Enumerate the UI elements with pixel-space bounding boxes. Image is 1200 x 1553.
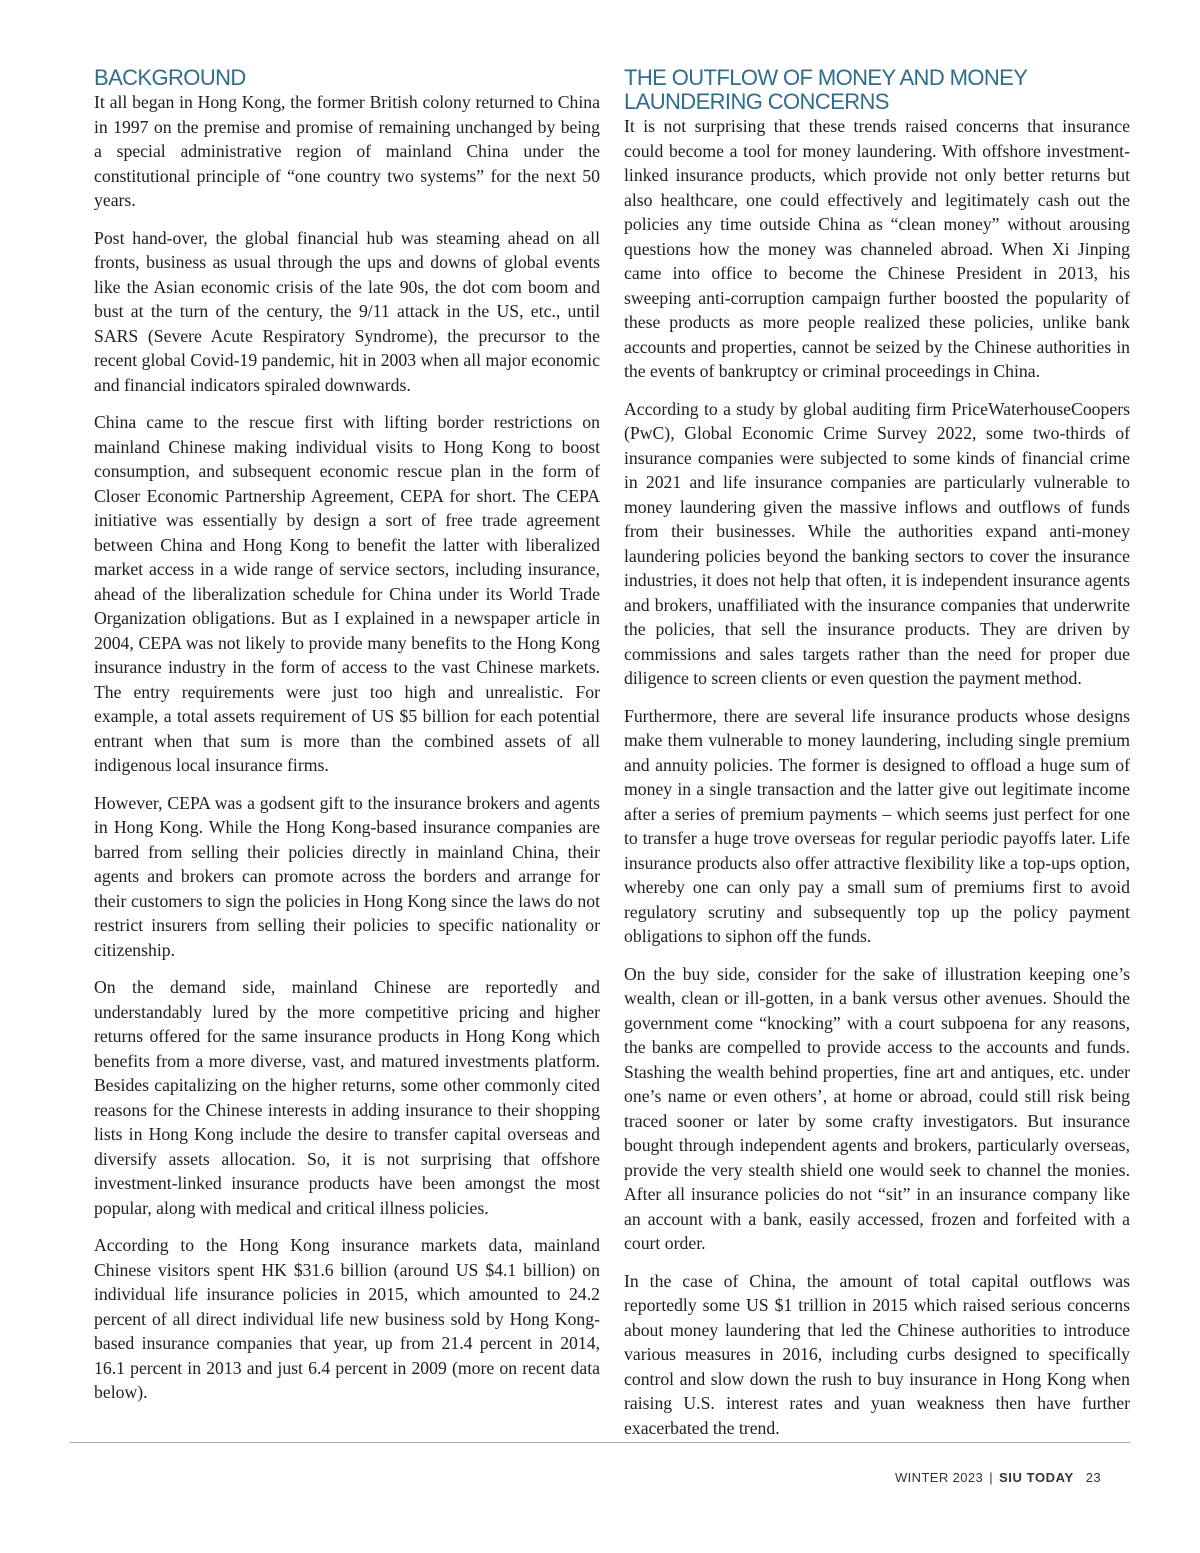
left-column [94,66,600,1418]
paragraph: China came to the rescue first with lifting border restrictions on mainland Chinese making individual visits to Hong Kong to boost consumption, and subsequent economic rescue plan in the form of Closer Economic Partnership Agreement, CEPA for short. The CEPA initiative was essentially by design a sort of free trade agreement between China and Hong Kong to benefit the latter with liberalized market access in a wide range of service sectors, including insurance, ahead of the liberalization schedule for China under its World Trade Organization obligations. But as I explained in a newspaper article in 2004, CEPA was not likely to provide many benefits to the Hong Kong insurance industry in the form of access to the vast Chinese markets. The entry requirements were just too high and unrealistic. For example, a total assets requirement of US $5 billion for each potential entrant when that sum is more than the combined assets of all indigenous local insurance firms. [94,412,600,775]
heading-line: BACKGROUND [94,65,246,90]
paragraph: It is not surprising that these trends raised concerns that insurance could become a tool for money laundering. With offshore investment-linked insurance products, which provide not only better returns but also healthcare, one could effectively and legitimately cash out the policies any time outside China as “clean money” without arousing questions how the money was channeled abroad. When Xi Jinping came into office to become the Chinese President in 2013, his sweeping anti-corruption campaign further boosted the popularity of these products as more people realized these policies, unlike bank accounts and properties, cannot be seized by the Chinese authorities in the events of bankruptcy or criminal proceedings in China. [624,116,1130,381]
paragraph: However, CEPA was a godsent gift to the insurance brokers and agents in Hong Kong. While the Hong Kong-based insurance companies are barred from selling their policies directly in mainland China, their agents and brokers can promote across the borders and arrange for their customers to sign the policies in Hong Kong since the laws do not restrict insurers from selling their policies to specific nationality or citizenship. [94,792,600,960]
paragraph: On the buy side, consider for the sake of illustration keeping one’s wealth, clean or ill-gotten, in a bank versus other avenues. Should the government come “knocking” with a court subpoena for any reasons, the banks are compelled to provide access to the accounts and funds. Stashing the wealth behind properties, fine art and antiques, etc. under one’s name or even others’, at home or abroad, could still risk being traced sooner or later by some crafty investigators. But insurance bought through independent agents and brokers, particularly overseas, provide the very stealth shield one would seek to channel the monies. After all insurance policies do not “sit” in an insurance company like an account with a bank, easily accessed, frozen and forfeited with a court order. [624,963,1130,1253]
paragraph: Post hand-over, the global financial hub was steaming ahead on all fronts, business as usual through the ups and downs of global events like the Asian economic crisis of the late 90s, the dot com boom and bust at the turn of the century, the 9/11 attack in the US, etc., until SARS (Severe Acute Respiratory Syndrome), the precursor to the recent global Covid-19 pandemic, hit in 2003 when all major economic and financial indicators spiraled downwards. [94,227,600,395]
issue-label: WINTER 2023 [894,1470,984,1485]
section-heading-background [94,66,600,90]
paragraph: According to a study by global auditing firm PriceWaterhouseCoopers (PwC), Global Economic Crime Survey 2022, some two-thirds of insurance companies were subjected to some kinds of financial crime in 2021 and life insurance companies are particularly vulnerable to money laundering given the massive inflows and outflows of funds from their businesses. While the authorities expand anti-money laundering policies beyond the banking sectors to cover the insurance industries, it does not help that often, it is independent insurance agents and brokers, unaffiliated with the insurance companies that underwrite the policies, that sell the insurance products. They are driven by commissions and sales targets rather than the need for proper due diligence to screen clients or even question the payment method. [624,398,1130,688]
paragraph: It all began in Hong Kong, the former British colony returned to China in 1997 on the premise and promise of remaining unchanged by being a special administrative region of mainland China under the constitutional principle of “one country two systems” for the next 50 years. [94,92,600,210]
paragraph: In the case of China, the amount of total capital outflows was reportedly some US $1 trillion in 2015 which raised serious concerns about money laundering that led the Chinese authorities to introduce various measures in 2016, including curbs designed to specifically control and slow down the rush to buy insurance in Hong Kong when raising U.S. interest rates and yuan weakness then have further exacerbated the trend. [624,1270,1130,1438]
heading-line: THE OUTFLOW OF MONEY AND MONEY [624,65,1028,90]
footer-separator: | [989,1470,993,1485]
section-heading-money-outflow [624,66,1130,114]
paragraph: Furthermore, there are several life insurance products whose designs make them vulnerable to money laundering, including single premium and annuity policies. The former is designed to offload a huge sum of money in a single transaction and the latter give out legitimate income after a series of premium payments – which seems just perfect for one to transfer a huge trove overseas for regular periodic payoffs later. Life insurance products also offer attractive flexibility like a top-ups option, whereby one can only pay a small sum of premiums first to avoid regulatory scrutiny and subsequently top up the policy payment obligations to siphon off the funds. [624,705,1130,946]
magazine-title: SIU TODAY [998,1470,1074,1485]
page-number: 23 [1085,1470,1101,1485]
page-footer [895,1470,1101,1485]
paragraph: On the demand side, mainland Chinese are reportedly and understandably lured by the more competitive pricing and higher returns offered for the same insurance products in Hong Kong which benefits from a more diverse, vast, and matured investments platform. Besides capitalizing on the higher returns, some other commonly cited reasons for the Chinese interests in adding insurance to their shopping lists in Hong Kong include the desire to transfer capital overseas and diversify assets allocation. So, it is not surprising that offshore investment-linked insurance products have been amongst the most popular, along with medical and critical illness policies. [94,977,600,1218]
right-column [624,66,1130,1453]
footer-divider [70,1442,1130,1443]
paragraph: According to the Hong Kong insurance markets data, mainland Chinese visitors spent HK $31.6 billion (around US $4.1 billion) on individual life insurance policies in 2015, which amounted to 24.2 percent of all direct individual life new business sold by Hong Kong-based insurance companies that year, up from 21.4 percent in 2014, 16.1 percent in 2013 and just 6.4 percent in 2009 (more on recent data below). [94,1235,600,1402]
heading-line: LAUNDERING CONCERNS [624,89,889,114]
